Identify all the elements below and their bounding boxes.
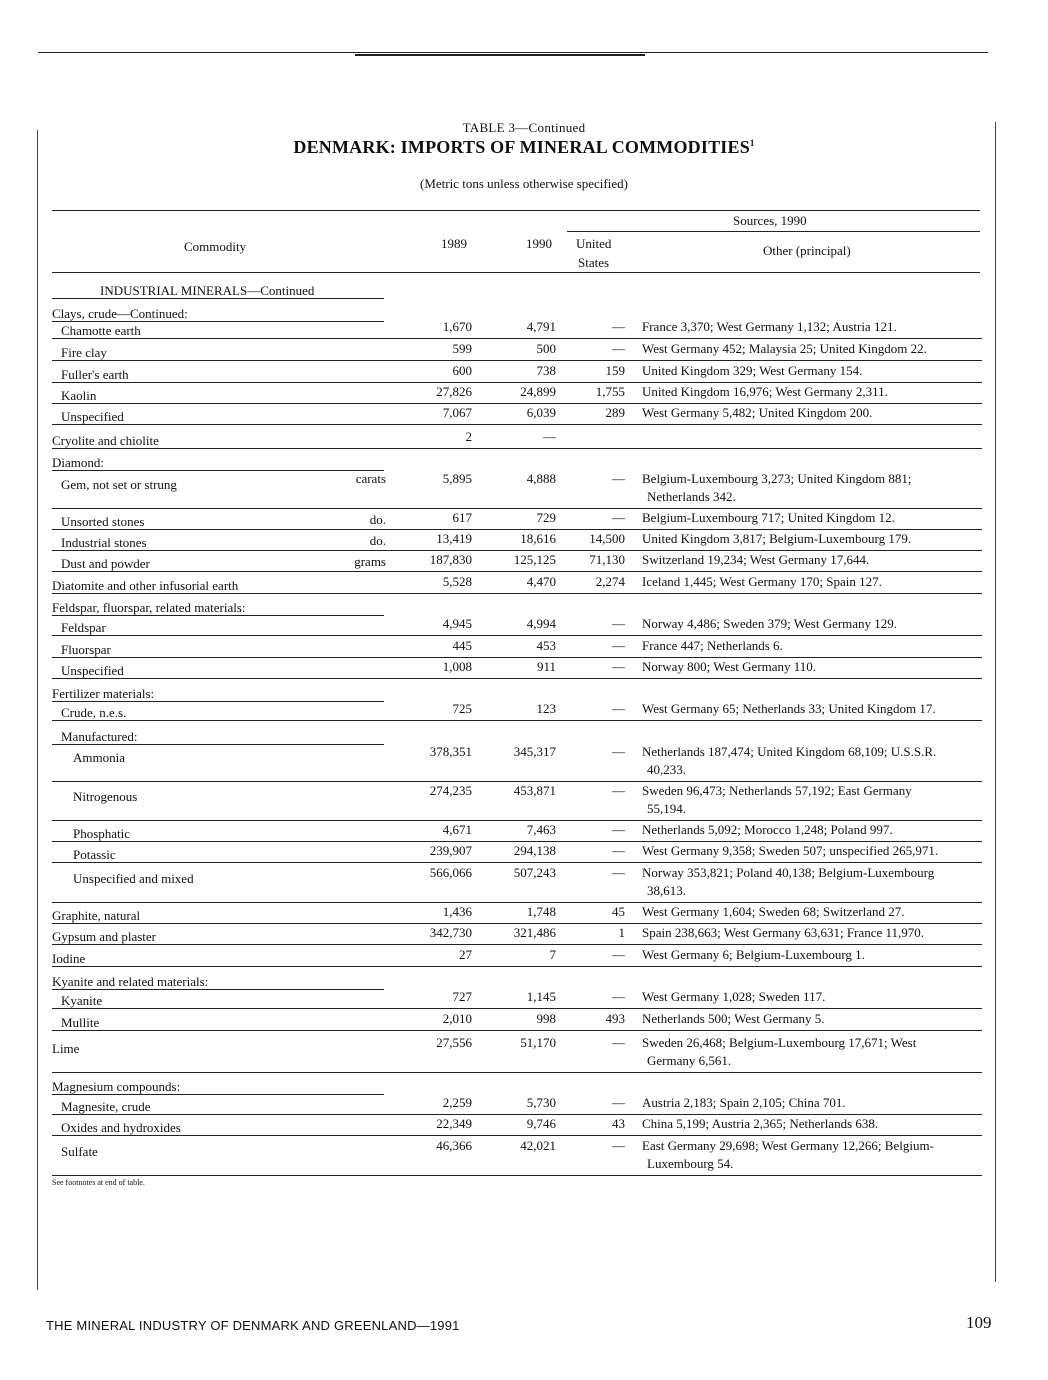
table-row bbox=[52, 573, 982, 593]
header-sources: Sources, 1990 bbox=[733, 213, 807, 228]
other-sources bbox=[642, 362, 982, 380]
table-row bbox=[52, 1074, 982, 1094]
value-1990: 4,888 bbox=[526, 471, 556, 486]
table-row bbox=[52, 595, 982, 615]
header-us-line2: States bbox=[578, 255, 610, 270]
value-united-states: 159 bbox=[605, 363, 625, 378]
header-us-line1: United bbox=[576, 236, 612, 251]
value-1990: 24,899 bbox=[520, 384, 556, 399]
value-1990: 4,470 bbox=[526, 574, 556, 589]
other-sources bbox=[642, 864, 982, 900]
unit-label: do. bbox=[369, 533, 386, 548]
row-rule bbox=[52, 338, 982, 339]
table-row bbox=[52, 782, 982, 820]
commodity-name: Gypsum and plaster bbox=[52, 929, 156, 944]
header-1989: 1989 bbox=[441, 236, 467, 251]
value-1989: 725 bbox=[452, 701, 472, 716]
commodity-name: Unspecified bbox=[61, 409, 124, 424]
commodity-name: Manufactured: bbox=[61, 729, 138, 744]
value-united-states: — bbox=[612, 822, 625, 837]
other-sources bbox=[642, 821, 982, 839]
commodity-name: Magnesite, crude bbox=[61, 1099, 151, 1114]
other-sources-line: Norway 353,821; Poland 40,138; Belgium-Luxembourg bbox=[642, 865, 935, 880]
commodity-name: Unspecified bbox=[61, 663, 124, 678]
table-row bbox=[52, 637, 982, 657]
table-row bbox=[52, 450, 982, 470]
other-sources bbox=[642, 1094, 982, 1112]
commodity-name: Graphite, natural bbox=[52, 908, 141, 923]
other-sources-line: Belgium-Luxembourg 717; United Kingdom 12. bbox=[642, 510, 895, 525]
value-1990: 1,748 bbox=[526, 904, 556, 919]
table-row bbox=[52, 681, 982, 701]
value-1989: 378,351 bbox=[429, 744, 472, 759]
other-sources-line: Iceland 1,445; West Germany 170; Spain 127. bbox=[642, 574, 882, 589]
other-sources-line: United Kingdom 16,976; West Germany 2,311. bbox=[642, 384, 888, 399]
other-sources bbox=[642, 615, 982, 633]
value-1989: 27,826 bbox=[436, 384, 472, 399]
header-1990: 1990 bbox=[526, 236, 552, 251]
other-sources bbox=[642, 318, 982, 336]
other-sources bbox=[642, 383, 982, 401]
value-1989: 4,945 bbox=[442, 616, 472, 631]
value-1990: 507,243 bbox=[513, 865, 556, 880]
other-sources-line: United Kingdom 329; West Germany 154. bbox=[642, 363, 863, 378]
other-sources-line: Luxembourg 54. bbox=[647, 1156, 734, 1171]
commodity-name: Sulfate bbox=[61, 1144, 98, 1159]
value-1990: 729 bbox=[536, 510, 556, 525]
other-sources bbox=[642, 988, 982, 1006]
value-united-states: 1 bbox=[618, 925, 625, 940]
value-1989: 445 bbox=[452, 638, 472, 653]
value-1989: 274,235 bbox=[429, 783, 472, 798]
row-rule bbox=[52, 298, 384, 299]
commodity-name: Fuller's earth bbox=[61, 367, 129, 382]
value-1990: 321,486 bbox=[513, 925, 556, 940]
other-sources-line: 55,194. bbox=[647, 801, 686, 816]
other-sources-line: Netherlands 5,092; Morocco 1,248; Poland 997. bbox=[642, 822, 893, 837]
footnote: See footnotes at end of table. bbox=[52, 1178, 145, 1187]
commodity-name: Crude, n.e.s. bbox=[61, 705, 127, 720]
table-row bbox=[52, 551, 982, 571]
other-sources-line: West Germany 1,604; Sweden 68; Switzerland 27. bbox=[642, 904, 905, 919]
table-row bbox=[52, 318, 982, 338]
table-row bbox=[52, 1115, 982, 1135]
value-1989: 7,067 bbox=[442, 405, 472, 420]
value-united-states: — bbox=[612, 989, 625, 1004]
row-rule bbox=[52, 966, 982, 967]
table-row bbox=[52, 700, 982, 720]
other-sources-line: West Germany 5,482; United Kingdom 200. bbox=[642, 405, 873, 420]
value-1990: 738 bbox=[536, 363, 556, 378]
value-united-states: 493 bbox=[605, 1011, 625, 1026]
table-row bbox=[52, 969, 982, 989]
value-1990: 453 bbox=[536, 638, 556, 653]
value-1990: 5,730 bbox=[526, 1095, 556, 1110]
value-1989: 239,907 bbox=[429, 843, 472, 858]
other-sources-line: Germany 6,561. bbox=[647, 1053, 732, 1068]
other-sources-line: Spain 238,663; West Germany 63,631; France 11,970. bbox=[642, 925, 925, 940]
commodity-name: Fertilizer materials: bbox=[52, 686, 155, 701]
other-sources bbox=[642, 658, 982, 676]
value-united-states: — bbox=[612, 947, 625, 962]
commodity-name: Kyanite bbox=[61, 993, 103, 1008]
table-row bbox=[52, 362, 982, 382]
other-sources bbox=[642, 700, 982, 718]
row-rule bbox=[52, 571, 982, 572]
row-rule bbox=[52, 593, 982, 594]
value-united-states: — bbox=[612, 638, 625, 653]
value-1990: 7,463 bbox=[526, 822, 556, 837]
table-row bbox=[52, 864, 982, 902]
table-row bbox=[52, 428, 982, 448]
value-united-states: 2,274 bbox=[595, 574, 625, 589]
table-row bbox=[52, 470, 982, 508]
commodity-name: Iodine bbox=[52, 951, 86, 966]
value-1989: 599 bbox=[452, 341, 472, 356]
table-row bbox=[52, 1094, 982, 1114]
row-rule bbox=[52, 1008, 982, 1009]
value-united-states: — bbox=[612, 319, 625, 334]
value-united-states: 14,500 bbox=[589, 531, 625, 546]
value-1989: 22,349 bbox=[436, 1116, 472, 1131]
table-row bbox=[52, 1034, 982, 1072]
commodity-name: Dust and powder bbox=[61, 556, 150, 571]
table-row bbox=[52, 530, 982, 550]
table-row bbox=[52, 615, 982, 635]
value-united-states: — bbox=[612, 659, 625, 674]
row-rule bbox=[52, 635, 982, 636]
table-row bbox=[52, 1137, 982, 1175]
commodity-name: INDUSTRIAL MINERALS—Continued bbox=[100, 283, 315, 298]
value-1990: — bbox=[543, 429, 556, 444]
value-1990: 4,791 bbox=[526, 319, 556, 334]
commodity-name: Diatomite and other infusorial earth bbox=[52, 578, 239, 593]
other-sources-line: China 5,199; Austria 2,365; Netherlands 638. bbox=[642, 1116, 879, 1131]
table-row bbox=[52, 924, 982, 944]
value-1989: 1,436 bbox=[442, 904, 472, 919]
value-united-states: — bbox=[612, 744, 625, 759]
value-1989: 187,830 bbox=[429, 552, 472, 567]
value-united-states: — bbox=[612, 865, 625, 880]
value-1989: 13,419 bbox=[436, 531, 472, 546]
value-1989: 617 bbox=[452, 510, 472, 525]
other-sources-line: United Kingdom 3,817; Belgium-Luxembourg 179. bbox=[642, 531, 912, 546]
value-1989: 4,671 bbox=[442, 822, 472, 837]
table-row bbox=[52, 658, 982, 678]
other-sources-line: Sweden 26,468; Belgium-Luxembourg 17,671; West bbox=[642, 1035, 917, 1050]
value-1989: 27 bbox=[459, 947, 472, 962]
other-sources bbox=[642, 1115, 982, 1133]
other-sources-line: Netherlands 342. bbox=[647, 489, 736, 504]
table-title-text: DENMARK: IMPORTS OF MINERAL COMMODITIES bbox=[293, 137, 750, 157]
value-united-states: — bbox=[612, 1138, 625, 1153]
commodity-name: Industrial stones bbox=[61, 535, 147, 550]
commodity-name: Nitrogenous bbox=[73, 789, 138, 804]
commodity-name: Gem, not set or strung bbox=[61, 477, 177, 492]
unit-label: grams bbox=[354, 554, 386, 569]
row-rule bbox=[52, 944, 982, 945]
table-number: TABLE 3—Continued bbox=[462, 120, 586, 135]
commodity-name: Clays, crude—Continued: bbox=[52, 306, 188, 321]
value-united-states: — bbox=[612, 701, 625, 716]
value-1990: 7 bbox=[549, 947, 556, 962]
table-row bbox=[52, 821, 982, 841]
value-1989: 2,259 bbox=[442, 1095, 472, 1110]
value-1989: 2 bbox=[465, 429, 472, 444]
other-sources-line: Belgium-Luxembourg 3,273; United Kingdom 881; bbox=[642, 471, 912, 486]
other-sources bbox=[642, 1034, 982, 1070]
other-sources-line: West Germany 1,028; Sweden 117. bbox=[642, 989, 826, 1004]
value-united-states: — bbox=[612, 783, 625, 798]
row-rule bbox=[52, 720, 982, 721]
row-rule bbox=[52, 360, 982, 361]
commodity-name: Phosphatic bbox=[73, 826, 131, 841]
table-row bbox=[52, 903, 982, 923]
other-sources bbox=[642, 743, 982, 779]
other-sources bbox=[642, 573, 982, 591]
other-sources-line: 38,613. bbox=[647, 883, 686, 898]
value-united-states: — bbox=[612, 1095, 625, 1110]
other-sources-line: Netherlands 500; West Germany 5. bbox=[642, 1011, 825, 1026]
header-commodity: Commodity bbox=[184, 239, 247, 254]
value-1989: 46,366 bbox=[436, 1138, 472, 1153]
other-sources-line: France 3,370; West Germany 1,132; Austria 121. bbox=[642, 319, 897, 334]
value-united-states: — bbox=[612, 843, 625, 858]
value-1990: 51,170 bbox=[520, 1035, 556, 1050]
commodity-name: Feldspar, fluorspar, related materials: bbox=[52, 600, 246, 615]
value-united-states: 1,755 bbox=[595, 384, 625, 399]
other-sources bbox=[642, 551, 982, 569]
row-rule bbox=[52, 1030, 982, 1031]
other-sources-line: 40,233. bbox=[647, 762, 686, 777]
value-1989: 5,895 bbox=[442, 471, 472, 486]
row-rule bbox=[52, 1072, 982, 1073]
commodity-name: Unspecified and mixed bbox=[73, 871, 194, 886]
value-1989: 1,008 bbox=[442, 659, 472, 674]
value-1989: 5,528 bbox=[442, 574, 472, 589]
table-row bbox=[52, 842, 982, 862]
value-united-states: 45 bbox=[612, 904, 625, 919]
value-1990: 18,616 bbox=[520, 531, 556, 546]
value-united-states: — bbox=[612, 1035, 625, 1050]
page-number: 109 bbox=[966, 1313, 992, 1332]
commodity-name: Magnesium compounds: bbox=[52, 1079, 181, 1094]
other-sources-line: West Germany 65; Netherlands 33; United Kingdom 17. bbox=[642, 701, 936, 716]
other-sources-line: West Germany 9,358; Sweden 507; unspecified 265,971. bbox=[642, 843, 939, 858]
other-sources bbox=[642, 530, 982, 548]
other-sources bbox=[642, 509, 982, 527]
other-sources bbox=[642, 782, 982, 818]
value-1989: 1,670 bbox=[442, 319, 472, 334]
value-united-states: — bbox=[612, 510, 625, 525]
other-sources-line: Norway 4,486; Sweden 379; West Germany 129. bbox=[642, 616, 898, 631]
table-units-note: (Metric tons unless otherwise specified) bbox=[420, 176, 628, 191]
table-row bbox=[52, 404, 982, 424]
value-1990: 1,145 bbox=[526, 989, 556, 1004]
other-sources-line: France 447; Netherlands 6. bbox=[642, 638, 783, 653]
value-1989: 342,730 bbox=[429, 925, 472, 940]
value-1990: 6,039 bbox=[526, 405, 556, 420]
unit-label: carats bbox=[355, 471, 386, 486]
value-1990: 294,138 bbox=[513, 843, 556, 858]
other-sources-line: Switzerland 19,234; West Germany 17,644. bbox=[642, 552, 870, 567]
other-sources-line: Austria 2,183; Spain 2,105; China 701. bbox=[642, 1095, 846, 1110]
commodity-name: Kaolin bbox=[61, 388, 97, 403]
other-sources bbox=[642, 946, 982, 964]
value-1989: 727 bbox=[452, 989, 472, 1004]
table-row bbox=[52, 743, 982, 781]
row-rule bbox=[52, 424, 982, 425]
other-sources bbox=[642, 637, 982, 655]
table-row bbox=[52, 724, 982, 744]
row-rule bbox=[52, 1175, 982, 1176]
other-sources bbox=[642, 903, 982, 921]
other-sources bbox=[642, 924, 982, 942]
value-united-states: 289 bbox=[605, 405, 625, 420]
running-head: THE MINERAL INDUSTRY OF DENMARK AND GREENLAND—1991 bbox=[46, 1318, 460, 1333]
commodity-name: Cryolite and chiolite bbox=[52, 433, 159, 448]
other-sources-line: West Germany 452; Malaysia 25; United Kingdom 22. bbox=[642, 341, 927, 356]
table-row bbox=[52, 988, 982, 1008]
value-1989: 566,066 bbox=[429, 865, 472, 880]
value-1989: 2,010 bbox=[442, 1011, 472, 1026]
table-row bbox=[52, 278, 982, 298]
value-1990: 998 bbox=[536, 1011, 556, 1026]
header-other: Other (principal) bbox=[763, 243, 851, 258]
value-1990: 911 bbox=[536, 659, 556, 674]
other-sources bbox=[642, 1137, 982, 1173]
title-footnote-mark: 1 bbox=[749, 138, 755, 148]
other-sources bbox=[642, 1010, 982, 1028]
value-united-states: 43 bbox=[612, 1116, 625, 1131]
row-rule bbox=[52, 448, 982, 449]
other-sources-line: Netherlands 187,474; United Kingdom 68,109; U.S.S.R. bbox=[642, 744, 937, 759]
row-rule bbox=[52, 862, 982, 863]
value-1990: 9,746 bbox=[526, 1116, 556, 1131]
other-sources-line: Sweden 96,473; Netherlands 57,192; East Germany bbox=[642, 783, 912, 798]
other-sources bbox=[642, 340, 982, 358]
value-1990: 125,125 bbox=[513, 552, 556, 567]
commodity-name: Kyanite and related materials: bbox=[52, 974, 209, 989]
table-row bbox=[52, 383, 982, 403]
value-1990: 4,994 bbox=[526, 616, 556, 631]
table-row bbox=[52, 946, 982, 966]
other-sources bbox=[642, 470, 982, 506]
value-1990: 453,871 bbox=[513, 783, 556, 798]
commodity-name: Mullite bbox=[61, 1015, 100, 1030]
value-united-states: — bbox=[612, 616, 625, 631]
other-sources bbox=[642, 404, 982, 422]
table-row bbox=[52, 340, 982, 360]
other-sources-line: Norway 800; West Germany 110. bbox=[642, 659, 817, 674]
other-sources bbox=[642, 842, 982, 860]
commodity-name: Fire clay bbox=[61, 345, 107, 360]
value-1990: 345,317 bbox=[513, 744, 556, 759]
row-rule bbox=[52, 678, 982, 679]
table-row bbox=[52, 1010, 982, 1030]
commodity-name: Chamotte earth bbox=[61, 323, 141, 338]
unit-label: do. bbox=[369, 512, 386, 527]
value-united-states: — bbox=[612, 341, 625, 356]
other-sources-line: West Germany 6; Belgium-Luxembourg 1. bbox=[642, 947, 865, 962]
commodity-name: Diamond: bbox=[52, 455, 104, 470]
table-row bbox=[52, 509, 982, 529]
value-1989: 600 bbox=[452, 363, 472, 378]
commodity-name: Lime bbox=[52, 1041, 80, 1056]
value-1990: 123 bbox=[536, 701, 556, 716]
row-rule bbox=[52, 1135, 982, 1136]
other-sources-line: East Germany 29,698; West Germany 12,266; Belgium- bbox=[642, 1138, 934, 1153]
value-united-states: 71,130 bbox=[589, 552, 625, 567]
commodity-name: Ammonia bbox=[73, 750, 125, 765]
value-1990: 500 bbox=[536, 341, 556, 356]
commodity-name: Potassic bbox=[73, 847, 116, 862]
value-1989: 27,556 bbox=[436, 1035, 472, 1050]
commodity-name: Fluorspar bbox=[61, 642, 111, 657]
value-1990: 42,021 bbox=[520, 1138, 556, 1153]
commodity-name: Feldspar bbox=[61, 620, 106, 635]
commodity-name: Oxides and hydroxides bbox=[61, 1120, 181, 1135]
value-united-states: — bbox=[612, 471, 625, 486]
commodity-name: Unsorted stones bbox=[61, 514, 145, 529]
